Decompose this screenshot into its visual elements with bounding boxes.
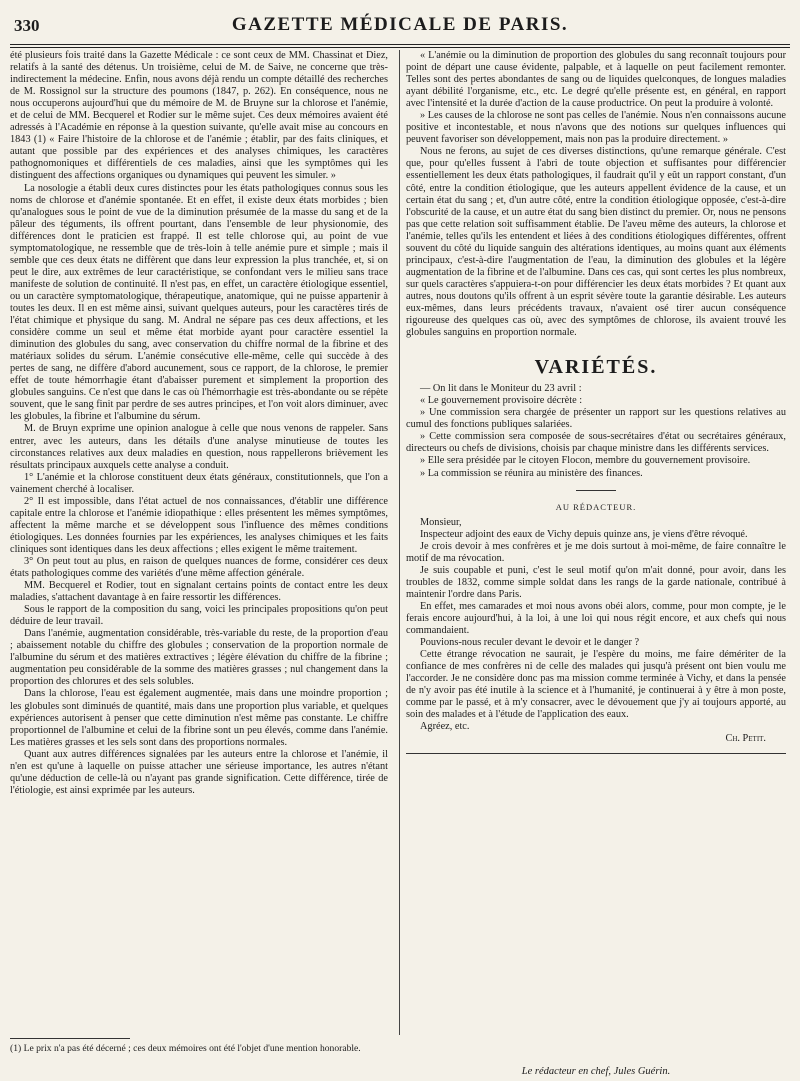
letter-signature: Ch. Petit.	[725, 733, 766, 745]
letter-paragraph: Pouvions-nous reculer devant le devoir et le danger ?	[420, 637, 640, 649]
editor-rule	[406, 753, 786, 754]
varietes-paragraph: » Cette commission sera composée de sous-secrétaires d'état ou secrétaires généraux, directeurs ou chefs de divisions, choisis par chaque ministre dans les différents services.	[406, 431, 786, 455]
article-paragraph: 2° Il est impossible, dans l'état actuel de nos connaissances, d'établir une différence capitale entre la chlorose et l'anémie idiopathique : elles présentent les mêmes symptômes, affectent la même marche et se développent sous l'influence des mêmes conditions étiologiques. Les données fournies par les expériences, les analyses chimiques et les faits cliniques sont identiques dans les deux affections ; elles exigent le même traitement.	[10, 495, 388, 555]
header-rule	[10, 44, 790, 48]
page-header	[10, 6, 790, 46]
article-paragraph: « L'anémie ou la diminution de proportion des globules du sang reconnaît toujours pour point de départ une cause évidente, palpable, et à laquelle on peut facilement remonter. Telles sont des pertes abondantes de sang ou de liquides quelconques, de longues maladies ayant débilité l'organisme, etc., etc. Le degré qu'elle présente est, en général, en rapport avec l'intensité et la durée d'action de la cause productrice. On peut la produire à volonté.	[406, 50, 786, 110]
letter-heading: AU RÉDACTEUR.	[555, 501, 637, 512]
varietes-paragraph: » Une commission sera chargée de présenter un rapport sur les questions relatives au cumul des fonctions publiques salariées.	[406, 407, 786, 431]
varietes-heading: VARIÉTÉS.	[534, 356, 658, 379]
varietes-paragraph: » Elle sera présidée par le citoyen Flocon, membre du gouvernement provisoire.	[420, 455, 751, 467]
article-paragraph: Dans la chlorose, l'eau est également augmentée, mais dans une moindre proportion ; les globules sont diminués de quantité, mais dans une proportion plus variable, et quelques expériences autorisent à penser que cette diminution n'est même pas constante. Le chiffre proportionnel de l'albumine et celui de la fibrine sont un peu élevés, comme dans l'anémie. Les matières grasses et les sels sont dans des proportions normales.	[10, 688, 388, 748]
article-paragraph: été plusieurs fois traité dans la Gazette Médicale : ce sont ceux de MM. Chassinat et Diez, relatifs à la santé des détenus. Un troisième, celui de M. de Saive, ne concerne que très-indirectement la médecine. Enfin, nous avons déjà rendu un compte détaillé des recherches de M. Rossignol sur la structure des poumons (1847, p. 262). En conséquence, nous ne nous occuperons aujourd'hui que du mémoire de M. de Bruyne sur la chlorose et l'anémie, et de celui de MM. Becquerel et Rodier sur le même sujet. Ces deux mémoires avaient été adressés à l'Académie en réponse à la question suivante, qu'elle avait mise au concours en 1843 (1) « Faire l'histoire de la chlorose et de l'anémie ; établir, par des faits cliniques, et autant que possible par des expériences et des analyses chimiques, les caractères pathognomoniques et différentiels de ces maladies, ainsi que les symptômes qui les distinguent des affections organiques ou dynamiques qui peuvent les simuler. »	[10, 50, 388, 182]
left-column	[10, 50, 388, 1035]
varietes-paragraph: « Le gouvernement provisoire décrète :	[420, 395, 583, 407]
letter-salutation: Monsieur,	[420, 516, 462, 528]
article-paragraph: MM. Becquerel et Rodier, tout en signalant certains points de contact entre les deux maladies, s'attachent davantage à en faire ressortir les différences.	[10, 580, 388, 604]
letter-paragraph: En effet, mes camarades et moi nous avons obéi alors, comme, pour mon compte, je le ferais encore aujourd'hui, à la loi, à une loi qui nous régit encore, et aux chefs qui nous commandaient.	[406, 600, 786, 637]
article-paragraph: 3° On peut tout au plus, en raison de quelques nuances de forme, considérer ces deux états pathologiques comme des variétés d'une même affection générale.	[10, 555, 388, 580]
article-paragraph: » Les causes de la chlorose ne sont pas celles de l'anémie. Nous n'en connaissons aucune positive et incontestable, et nous n'avons que des notions sur quelques influences qui peuvent favoriser son développement, mais non pas la produire directement. »	[406, 110, 786, 146]
article-paragraph: La nosologie a établi deux cures distinctes pour les états pathologiques connus sous les noms de chlorose et d'anémie spontanée. Et en effet, il existe deux états morbides ; bien qu'analogues sous le point de vue de la diminution présumée de la masse du sang et de la pâleur des téguments, ils offrent pourtant, dans l'ensemble de leur physionomie, des différences dont le praticien est frappé. Il est telle chlorose qui, au point de vue symptomatologique, ne ressemble que de très-loin à telle anémie pure et simple ; mais il semble que ces deux états ne diffèrent que dans leur expression la plus tranchée, et, si on peut le dire, aux extrêmes de leur caractéristique, se confondant vers le milieu sans trace manifeste de solution de continuité. Il n'est pas, en effet, un caractère étiologique essentiel, ou un caractère symptomatologique, thérapeutique, anatomique, qui ne puisse appartenir à toutes les deux. Il en est même ainsi, suivant quelques auteurs, pour les caractères tirés de l'état chimique et physique du sang. M. Andral ne sépare pas ces deux affections, et les considère comme un seul et même état morbide ayant pour caractère essentiel la diminution des globules du sang, avec conservation du chiffre normal de la fibrine et des matériaux solides du sérum. L'anémie consécutive elle-même, celle qui succède à des pertes de sang, ne diffère d'abord aucunement, sous ce rapport, de la chlorose, le premier effet de toute hémorrhagie étant d'abaisser purement et simplement la proportion des globules sanguins. Ce n'est que dans le cas où l'hémorrhagie est très-abondante ou se répète souvent, que le sang finit par perdre de ses autres principes, et l'on voit alors diminuer, avec les globules, la fibrine et l'albumine du sérum.	[10, 182, 388, 423]
page-number: 330	[14, 16, 40, 35]
varietes-paragraph: » La commission se réunira au ministère des finances.	[420, 467, 643, 479]
column-divider	[399, 50, 400, 1035]
article-paragraph: Dans l'anémie, augmentation considérable, très-variable du reste, de la proportion d'eau ; abaissement notable du chiffre des globules ; conservation de la proportion normale de l'albumine du sérum et des matières extractives ; légère élévation du chiffre de la fibrine ; augmentation peu considérable de la somme des matières grasses ; nul changement dans la proportion des chlorures et des sels solubles.	[10, 628, 388, 688]
article-paragraph: Quant aux autres différences signalées par les auteurs entre la chlorose et l'anémie, il n'en est qu'une à laquelle on puisse attacher une sérieuse importance, les autres n'étant qu'une déduction de celle-là ou n'ayant pas grande signification. Cette différence, tirée de l'étiologie, est ainsi exprimée par les auteurs.	[10, 748, 388, 796]
editor-line: Le rédacteur en chef, Jules Guérin.	[521, 1066, 671, 1077]
article-paragraph: M. de Bruyn exprime une opinion analogue à celle que nous venons de rappeler. Sans entrer, avec les auteurs, dans les détails d'une analyse minutieuse de toutes les circonstances relatives aux deux maladies en question, nous rappellerons brièvement les résultats principaux auxquels cette analyse a conduit.	[10, 423, 388, 471]
article-paragraph: Sous le rapport de la composition du sang, voici les principales propositions qu'on peut déduire de leur travail.	[10, 604, 388, 628]
letter-paragraph: Je crois devoir à mes confrères et je me dois surtout à moi-même, de faire connaître le motif de ma révocation.	[406, 540, 786, 564]
article-paragraph: Nous ne ferons, au sujet de ces diverses distinctions, qu'une remarque générale. C'est que, pour qu'elles fussent à l'abri de toute objection et suffisantes pour différencier essentiellement les deux états pathologiques, il faudrait qu'il y eût un rapport constant, d'un côté, entre la condition étiologique, que les auteurs appellent évidence de la cause, et un certain état du sang ; et, d'un autre côté, entre la condition étiologique opposée, c'est-à-dire l'obscurité de la cause, et un autre état du sang bien distinct du premier. Or, nous ne pensons pas que cette relation soit suffisamment établie. De l'aveu même des auteurs, la chlorose et l'anémie, telles qu'ils les entendent et liées à des conditions étiologiques différentes, offrent souvent du côté du liquide sanguin des altérations identiques, au moins quant aux éléments principaux, c'est-à-dire l'augmentation de l'eau, la diminution des globules et la légère augmentation de la fibrine et de l'albumine. Dans ces cas, qui sont certes les plus nombreux, sur quels caractères s'appuiera-t-on pour différencier les deux états morbides ? Et quant aux autres, nous doutons qu'ils offrent à un esprit sévère toute la garantie désirable. Les auteurs eux-mêmes, dans leurs précédents travaux, n'avaient osé tirer aucun conséquence rigoureuse des quelques cas où, avec des symptômes de chlorose, ils avaient trouvé les globules sanguins en proportion normale.	[406, 146, 786, 339]
letter-paragraph: Inspecteur adjoint des eaux de Vichy depuis quinze ans, je viens d'être révoqué.	[420, 528, 748, 540]
journal-title: GAZETTE MÉDICALE DE PARIS.	[231, 14, 569, 35]
letter-paragraph: Je suis coupable et puni, c'est le seul motif qu'on m'ait donné, pour avoir, dans les troubles de 1832, comme simple soldat dans les rangs de la garde nationale, contribué à maintenir l'ordre dans Paris.	[406, 564, 786, 600]
letter-closing: Agréez, etc.	[420, 721, 470, 733]
right-column	[406, 50, 786, 1080]
letter-paragraph: Cette étrange révocation ne saurait, je l'espère du moins, me faire démériter de la confiance de mes confrères ni de celle des malades qui jusqu'à présent ont bien voulu me l'accorder. Je ne considère donc pas ma mission comme terminée à Vichy, et dans la pensée de n'y avoir pas été inutile à la science et à l'humanité, je continuerai à y être à mon poste, comme par le passé, et à m'y consacrer, avec le dévouement que j'y ai toujours apporté, au soin des malades et à l'étude de l'application des eaux.	[406, 649, 786, 721]
varietes-paragraph: — On lit dans le Moniteur du 23 avril :	[420, 383, 582, 395]
section-rule	[576, 490, 616, 491]
footnote: (1) Le prix n'a pas été décerné ; ces deux mémoires ont été l'objet d'une mention honorable.	[10, 1043, 361, 1054]
footnote-rule	[10, 1038, 130, 1039]
article-paragraph: 1° L'anémie et la chlorose constituent deux états généraux, constitutionnels, que l'on a vainement cherché à localiser.	[10, 471, 388, 495]
